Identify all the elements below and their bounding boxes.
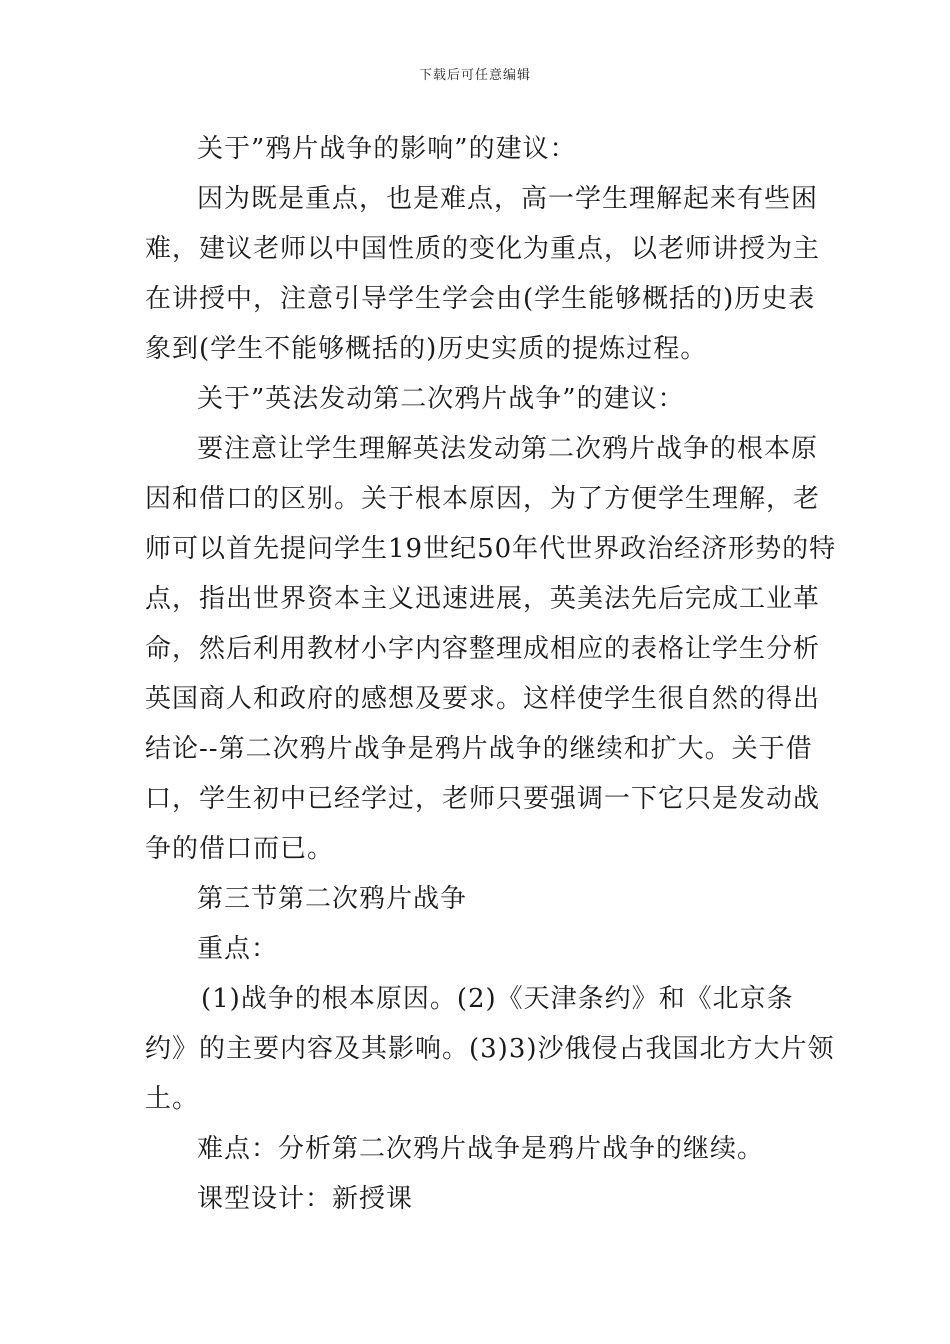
paragraph-line: 师可以首先提问学生19世纪50年代世界政治经济形势的特 <box>145 534 837 564</box>
paragraph-line: 在讲授中，注意引导学生学会由(学生能够概括的)历史表 <box>145 284 816 314</box>
paragraph-line: 点，指出世界资本主义迅速进展，英美法先后完成工业革 <box>145 584 821 614</box>
paragraph-line: 命，然后利用教材小字内容整理成相应的表格让学生分析 <box>145 634 821 664</box>
key-points-label: 重点： <box>197 934 279 964</box>
paragraph-line: 要注意让学生理解英法发动第二次鸦片战争的根本原 <box>197 434 819 464</box>
paragraph-line: 口，学生初中已经学过，老师只要强调一下它只是发动战 <box>145 784 821 814</box>
lesson-type-line: 课型设计：新授课 <box>197 1184 414 1214</box>
paragraph-line: 英国商人和政府的感想及要求。这样使学生很自然的得出 <box>145 684 821 714</box>
paragraph-line: 因和借口的区别。关于根本原因，为了方便学生理解，老 <box>145 484 821 514</box>
key-points-line: 约》的主要内容及其影响。(3)3)沙俄侵占我国北方大片领 <box>145 1034 835 1064</box>
heading-second-opium-war-launch: 关于”英法发动第二次鸦片战争”的建议： <box>197 384 685 414</box>
document-body <box>145 124 837 1224</box>
paragraph-line: 结论--第二次鸦片战争是鸦片战争的继续和扩大。关于借 <box>145 734 813 764</box>
paragraph-line: 因为既是重点，也是难点，高一学生理解起来有些困 <box>197 184 819 214</box>
paragraph-line: 争的借口而已。 <box>145 834 335 864</box>
difficulty-line: 难点：分析第二次鸦片战争是鸦片战争的继续。 <box>197 1134 765 1164</box>
paragraph-line: 难，建议老师以中国性质的变化为重点，以老师讲授为主 <box>145 234 821 264</box>
paragraph-line: 象到(学生不能够概括的)历史实质的提炼过程。 <box>145 334 708 364</box>
key-points-line: 土。 <box>145 1084 200 1114</box>
section-title: 第三节第二次鸦片战争 <box>197 884 468 914</box>
header-note: 下载后可任意编辑 <box>418 68 531 83</box>
key-points-line: (1)战争的根本原因。(2)《天津条约》和《北京条 <box>201 984 794 1014</box>
heading-opium-war-influence: 关于”鸦片战争的影响”的建议： <box>197 134 577 164</box>
